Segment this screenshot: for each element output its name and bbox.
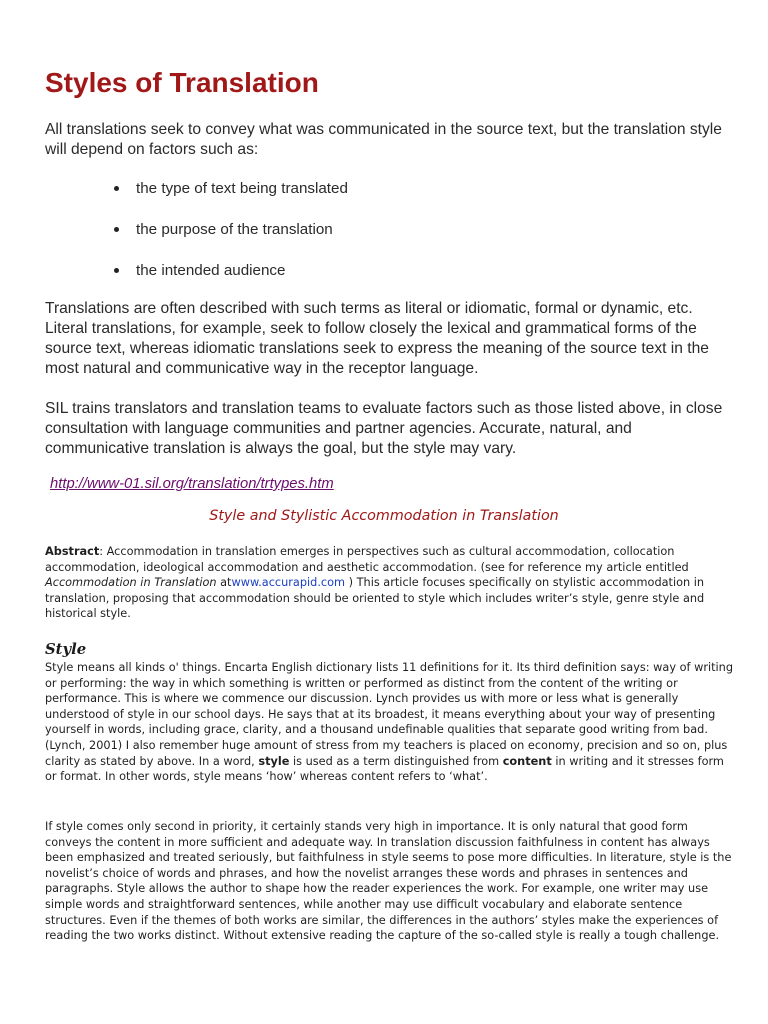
- list-item: the purpose of the translation: [110, 219, 348, 260]
- style-paragraph-2: If style comes only second in priority, it certainly stands very high in importance. It is only natural that good form conveys the content in more sufficient and adequate way. In translation discussion faithfulness in content has always been emphasized and treated seriously, but faithfulness in style seems to pose more difficulties. In literature, style is the novelist’s choice of words and phrases, and how the novelist arranges these words and phrases in sentences and paragraphs. Style allows the author to shape how the reader experiences the work. For example, one writer may use simple words and straightforward sentences, while another may use difficult vocabulary and elaborate sentence structures. Even if the themes of both works are similar, the differences in the authors’ styles make the experiences of reading the two works distinct. Without extensive reading the capture of the so-called style is really a tough challenge.: [45, 820, 732, 943]
- article-reference: Accommodation in Translation: [45, 576, 217, 590]
- style-heading: Style: [45, 641, 87, 658]
- abstract-at: at: [216, 576, 232, 590]
- abstract-text-end: ) This article focuses specifically on stylistic accommodation in translation, proposing that accommodation should be oriented to style which includes writer’s style, genre style and historical style.: [45, 576, 705, 621]
- term-style: style: [258, 754, 290, 768]
- list-item: the type of text being translated: [110, 178, 348, 219]
- style-text-mid: is used as a term distinguished from: [289, 754, 503, 768]
- accurapid-link[interactable]: www.accurapid.com: [231, 576, 346, 590]
- article-title: Style and Stylistic Accommodation in Translation: [209, 508, 559, 524]
- intro-paragraph: All translations seek to convey what was communicated in the source text, but the translation style will depend on factors such as:: [45, 121, 722, 158]
- style-paragraph-1: [45, 660, 735, 785]
- style-text-end: in writing and it stresses form or format. In other words, style means ‘how’ whereas content refers to ‘what’.: [45, 754, 724, 784]
- page-title: Styles of Translation: [45, 67, 319, 98]
- list-item: the intended audience: [110, 260, 348, 301]
- terms-paragraph: Translations are often described with such terms as literal or idiomatic, formal or dynamic, etc. Literal translations, for example, seek to follow closely the lexical and grammatical forms of the source text, whereas idiomatic translations seek to express the meaning of the source text in the most natural and communicative way in the receptor language.: [45, 300, 709, 377]
- style-text: Style means all kinds o' things. Encarta English dictionary lists 11 definitions for it. Its third definition says: way of writing or performing: the way in which something is written or performed as distinct from the content of the writing or performance. This is where we commence our discussion. Lynch provides us with more or less what is generally understood of style in our school days. He says that at its broadest, it means everything about your way of presenting yourself in words, including grace, clarity, and a thousand undefinable qualities that separate good writing from bad. (Lynch, 2001) I also remember huge amount of stress from my teachers is placed on economy, precision and so on, plus clarity as stated by above. In a word,: [45, 661, 734, 768]
- abstract-label: Abstract: [45, 545, 100, 558]
- source-link[interactable]: http://www-01.sil.org/translation/trtypes.htm: [50, 476, 334, 492]
- abstract-paragraph: [45, 544, 735, 622]
- term-content: content: [502, 754, 552, 768]
- sil-paragraph: SIL trains translators and translation teams to evaluate factors such as those listed above, in close consultation with language communities and partner agencies. Accurate, natural, and communicative translation is always the goal, but the style may vary.: [45, 400, 723, 457]
- factor-list: [110, 178, 348, 301]
- abstract-text: : Accommodation in translation emerges in perspectives such as cultural accommodation, collocation accommodation, ideological accommodation and aesthetic accommodation. (see for reference my article entitled: [45, 545, 689, 574]
